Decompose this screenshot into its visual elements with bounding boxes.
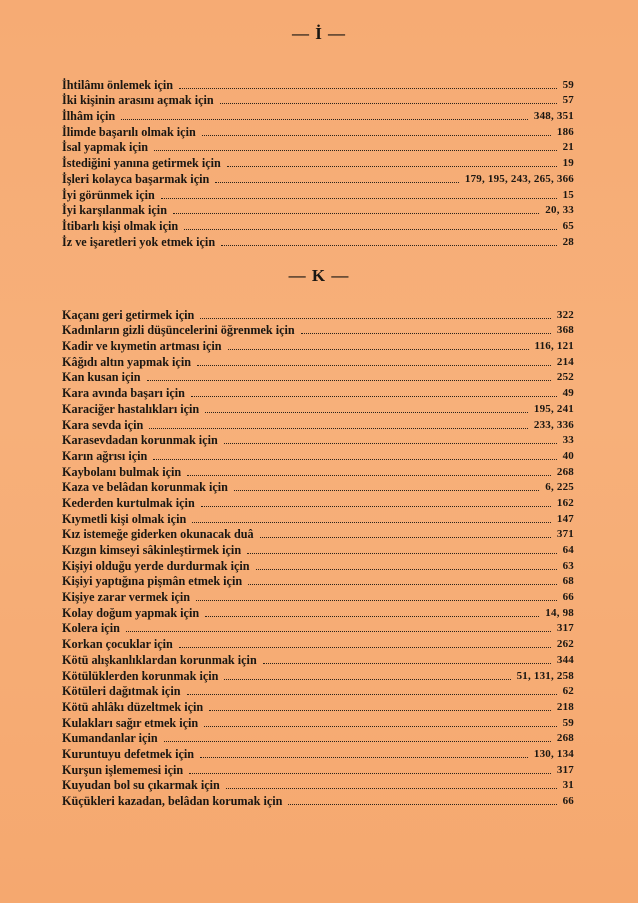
dot-leader [215, 182, 459, 183]
entry-pages: 49 [562, 387, 574, 400]
entry-pages: 317 [556, 622, 574, 635]
dot-leader [221, 245, 557, 246]
entry-pages: 40 [562, 449, 574, 462]
dot-leader [260, 537, 551, 538]
dot-leader [149, 428, 528, 429]
entry-label: İşleri kolayca başarmak için [62, 171, 210, 186]
entry-label: Kötü alışkanlıklardan korunmak için [62, 652, 257, 667]
entry-pages: 368 [556, 324, 574, 337]
index-entry [62, 745, 574, 761]
dot-leader [121, 119, 528, 120]
entry-pages: 51, 131, 258 [516, 669, 574, 682]
entry-label: İsal yapmak için [62, 140, 149, 155]
dot-leader [179, 647, 551, 648]
entry-label: Karasevdadan korunmak için [62, 433, 218, 448]
dot-leader [248, 584, 556, 585]
section-header-k: — K — [288, 266, 350, 285]
dot-leader [192, 522, 551, 523]
entry-pages: 371 [556, 528, 574, 541]
dot-leader [154, 150, 557, 151]
index-entry [62, 123, 574, 139]
index-entry [62, 369, 574, 385]
entry-label: İlhâm için [62, 109, 116, 124]
index-entry [62, 792, 574, 808]
entry-pages: 195, 241 [533, 402, 574, 415]
entry-label: Kaybolanı bulmak için [62, 464, 182, 479]
entry-pages: 214 [556, 355, 574, 368]
dot-leader [234, 490, 539, 491]
entry-label: Kuruntuyu defetmek için [62, 746, 195, 761]
entry-label: Kötüleri dağıtmak için [62, 684, 181, 699]
entry-label: Kişiyi olduğu yerde durdurmak için [62, 558, 250, 573]
entry-pages: 233, 336 [533, 418, 574, 431]
entry-pages: 31 [562, 779, 574, 792]
dot-leader [126, 631, 551, 632]
dot-leader [197, 365, 551, 366]
dot-leader [209, 710, 551, 711]
entry-pages: 63 [562, 559, 574, 572]
dot-leader [204, 726, 556, 727]
entry-label: Kolay doğum yapmak için [62, 605, 200, 620]
index-entry [62, 761, 574, 777]
index-entry [62, 139, 574, 155]
entry-label: İz ve işaretleri yok etmek için [62, 234, 216, 249]
entry-pages: 19 [562, 157, 574, 170]
entry-pages: 57 [562, 94, 574, 107]
dot-leader [288, 804, 556, 805]
index-entry [62, 306, 574, 322]
entry-label: Kıymetli kişi olmak için [62, 511, 187, 526]
dot-leader [205, 412, 528, 413]
dot-leader [256, 569, 557, 570]
dot-leader [202, 135, 551, 136]
entry-pages: 179, 195, 243, 265, 366 [464, 172, 574, 185]
dot-leader [228, 349, 529, 350]
dot-leader [191, 396, 557, 397]
index-entry [62, 186, 574, 202]
dot-leader [187, 694, 557, 695]
entry-pages: 14, 98 [545, 606, 574, 619]
entry-pages: 116, 121 [534, 340, 574, 353]
entry-pages: 33 [562, 434, 574, 447]
entry-pages: 186 [556, 125, 574, 138]
dot-leader [196, 600, 557, 601]
entry-label: Kederden kurtulmak için [62, 495, 195, 510]
entry-label: Korkan çocuklar için [62, 637, 173, 652]
entry-label: İstediğini yanına getirmek için [62, 156, 221, 171]
dot-leader [226, 788, 557, 789]
index-entry [62, 233, 574, 249]
entry-pages: 268 [556, 732, 574, 745]
dot-leader [263, 663, 551, 664]
dot-leader [161, 198, 557, 199]
dot-leader [247, 553, 557, 554]
dot-leader [224, 679, 510, 680]
entry-label: Kız istemeğe giderken okunacak duâ [62, 527, 254, 542]
entry-pages: 68 [562, 575, 574, 588]
entry-pages: 262 [556, 638, 574, 651]
index-entry [62, 384, 574, 400]
entry-label: Kulakları sağır etmek için [62, 715, 199, 730]
entry-pages: 59 [562, 716, 574, 729]
entry-label: Kolera için [62, 621, 120, 636]
index-entry [62, 730, 574, 746]
index-entry [62, 557, 574, 573]
entry-label: İki kişinin arasını açmak için [62, 93, 214, 108]
index-entry [62, 510, 574, 526]
entry-label: İtibarlı kişi olmak için [62, 218, 179, 233]
dot-leader [200, 318, 551, 319]
dot-leader [179, 88, 557, 89]
index-entry [62, 76, 574, 92]
index-entry [62, 777, 574, 793]
entry-pages: 147 [556, 512, 574, 525]
entry-label: Kadir ve kıymetin artması için [62, 339, 222, 354]
dot-leader [220, 103, 557, 104]
dot-leader [227, 166, 557, 167]
entry-pages: 218 [556, 700, 574, 713]
index-entry [62, 667, 574, 683]
index-entry [62, 573, 574, 589]
entry-label: Kötülüklerden korunmak için [62, 668, 219, 683]
entry-pages: 65 [562, 219, 574, 232]
entry-pages: 322 [556, 308, 574, 321]
dot-leader [187, 475, 551, 476]
index-entry [62, 651, 574, 667]
entry-pages: 21 [562, 141, 574, 154]
dot-leader [189, 773, 551, 774]
entry-pages: 15 [562, 188, 574, 201]
entry-label: Kuyudan bol su çıkarmak için [62, 778, 220, 793]
entry-label: Kan kusan için [62, 370, 141, 385]
entry-label: İlimde başarılı olmak için [62, 124, 196, 139]
entry-label: Kara avında başarı için [62, 386, 185, 401]
index-entry [62, 541, 574, 557]
entry-pages: 64 [562, 544, 574, 556]
index-entry [62, 463, 574, 479]
entry-label: Kişiye zarar vermek için [62, 590, 191, 605]
dot-leader [224, 443, 557, 444]
index-entry [62, 698, 574, 714]
index-entry [62, 494, 574, 510]
index-entry [62, 92, 574, 108]
entry-label: Kadınların gizli düşüncelerini öğrenmek için [62, 323, 295, 338]
index-entry [62, 400, 574, 416]
index-list-i [62, 76, 574, 249]
entry-pages: 344 [556, 653, 574, 666]
entry-pages: 6, 225 [545, 481, 574, 494]
entry-label: İyi karşılanmak için [62, 203, 167, 218]
index-entry [62, 604, 574, 620]
entry-label: İhtilâmı önlemek için [62, 77, 174, 92]
entry-label: İyi görünmek için [62, 187, 155, 202]
index-entry [62, 217, 574, 233]
entry-label: Karaciğer hastalıkları için [62, 401, 200, 416]
entry-label: Karın ağrısı için [62, 448, 148, 463]
entry-pages: 162 [556, 496, 574, 509]
dot-leader [201, 506, 551, 507]
entry-pages: 66 [562, 795, 574, 807]
index-entry [62, 447, 574, 463]
index-entry [62, 202, 574, 218]
index-entry [62, 322, 574, 338]
entry-pages: 59 [562, 78, 574, 91]
dot-leader [147, 380, 551, 381]
entry-pages: 268 [556, 465, 574, 478]
entry-label: Kaçanı geri getirmek için [62, 307, 195, 322]
dot-leader [301, 333, 551, 334]
section-header-i: — İ — [291, 24, 347, 43]
dot-leader [184, 229, 556, 230]
index-entry [62, 479, 574, 495]
entry-label: Kaza ve belâdan korunmak için [62, 480, 228, 495]
entry-pages: 317 [556, 763, 574, 776]
dot-leader [205, 616, 539, 617]
index-list-k [62, 306, 574, 808]
entry-label: Kişiyi yaptığına pişmân etmek için [62, 574, 243, 589]
index-entry [62, 416, 574, 432]
entry-label: Kurşun işlememesi için [62, 762, 184, 777]
index-entry [62, 683, 574, 699]
entry-label: Kumandanlar için [62, 731, 158, 746]
index-entry [62, 714, 574, 730]
entry-label: Kara sevda için [62, 417, 144, 432]
entry-pages: 252 [556, 371, 574, 384]
index-entry [62, 635, 574, 651]
index-entry [62, 432, 574, 448]
index-entry [62, 170, 574, 186]
entry-pages: 62 [562, 685, 574, 698]
entry-pages: 28 [562, 235, 574, 248]
entry-label: Kötü ahlâkı düzeltmek için [62, 699, 204, 714]
index-entry [62, 337, 574, 353]
dot-leader [200, 757, 528, 758]
entry-label: Kızgın kimseyi sâkinleştirmek için [62, 543, 242, 557]
entry-label: Küçükleri kazadan, belâdan korumak için [62, 794, 283, 808]
index-entry [62, 353, 574, 369]
entry-pages: 130, 134 [533, 747, 574, 760]
index-entry [62, 107, 574, 123]
dot-leader [164, 741, 551, 742]
entry-label: Kâğıdı altın yapmak için [62, 354, 192, 369]
entry-pages: 66 [562, 591, 574, 604]
dot-leader [153, 459, 556, 460]
index-entry [62, 154, 574, 170]
entry-pages: 20, 33 [545, 204, 574, 217]
index-entry [62, 588, 574, 604]
entry-pages: 348, 351 [533, 110, 574, 123]
index-entry [62, 620, 574, 636]
dot-leader [173, 213, 539, 214]
index-entry [62, 526, 574, 542]
